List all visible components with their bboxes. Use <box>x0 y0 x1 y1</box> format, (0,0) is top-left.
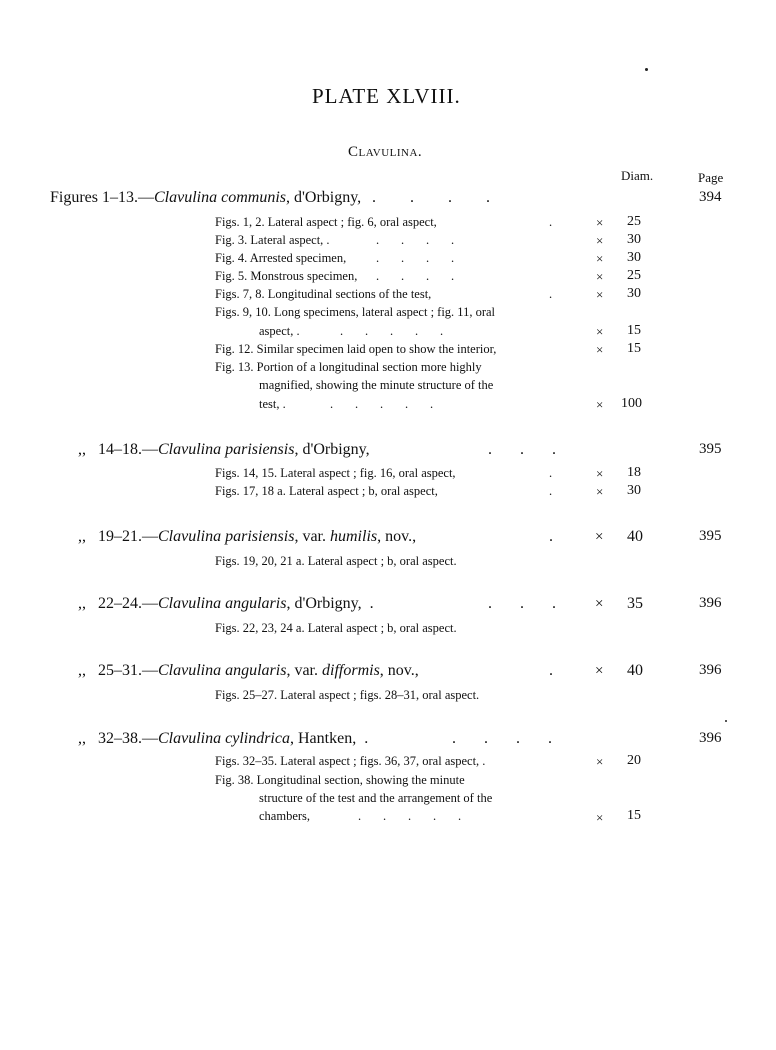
species-name: Clavulina angularis <box>158 662 287 679</box>
entry-heading <box>78 595 374 613</box>
diameter-value: 30 <box>627 286 641 301</box>
sub-item-text: Fig. 38. Longitudinal section, showing the minute <box>215 773 465 787</box>
sub-item-text: Figs. 9, 10. Long specimens, lateral aspect ; fig. 11, oral <box>215 305 496 319</box>
sub-item-text: Fig. 4. Arrested specimen, <box>215 251 347 265</box>
diameter-value: 15 <box>627 323 641 338</box>
page-number: 395 <box>699 441 722 457</box>
author: , nov., <box>379 662 419 679</box>
sub-item-text: aspect, . <box>259 324 300 338</box>
magnification-sign: × <box>595 596 604 612</box>
species-name: Clavulina angularis <box>158 595 287 612</box>
magnification-sign: × <box>596 810 604 825</box>
magnification-sign: × <box>596 233 604 248</box>
diameter-value: 30 <box>627 483 641 498</box>
leader-dots: . <box>549 287 553 301</box>
sub-item-text: chambers, <box>259 809 311 823</box>
diameter-value: 25 <box>627 214 641 229</box>
leader-dots: . . . <box>488 441 556 458</box>
sub-item-text: Fig. 13. Portion of a longitudinal section more highly <box>215 360 482 374</box>
sub-item-text: structure of the test and the arrangement of the <box>259 791 493 805</box>
author: , d'Orbigny, <box>294 441 370 458</box>
page-number: 396 <box>699 730 722 746</box>
leader-dots: . . . . <box>452 730 552 747</box>
species-name: Clavulina cylindrica <box>158 730 290 747</box>
variety-connector: , var. <box>294 528 330 545</box>
leader-dots: . . . . <box>376 269 455 283</box>
sub-item-text: Figs. 1, 2. Lateral aspect ; fig. 6, oral aspect, <box>215 215 437 229</box>
page-number: 394 <box>699 189 722 205</box>
leader-dots: . <box>549 662 553 679</box>
magnification-sign: × <box>596 342 604 357</box>
plate-title: PLATE XLVIII. <box>312 84 461 108</box>
sub-item-text: magnified, showing the minute structure of the <box>259 378 494 392</box>
diameter-value: 30 <box>627 232 641 247</box>
leader-dots: . . . . <box>376 251 455 265</box>
species-name: Clavulina parisiensis <box>158 441 295 458</box>
magnification-sign: × <box>596 324 604 339</box>
sub-item-text: test, . <box>259 397 286 411</box>
magnification-sign: × <box>596 287 604 302</box>
leader-dots: . . . . . <box>330 397 434 411</box>
print-speck <box>645 68 648 71</box>
figure-range: ,, 14–18.— <box>78 441 158 458</box>
variety-name: humilis <box>330 528 378 545</box>
page-number: 396 <box>699 595 722 611</box>
magnification-sign: × <box>596 397 604 412</box>
figure-range: ,, 32–38.— <box>78 730 158 747</box>
diameter-value: 15 <box>627 341 641 356</box>
author: , nov., <box>377 528 417 545</box>
figure-range: ,, 22–24.— <box>78 595 158 612</box>
magnification-sign: × <box>596 251 604 266</box>
leader-dots: . . . <box>488 595 556 612</box>
entry-heading <box>78 441 370 459</box>
leader-dots: . . . . . <box>358 809 462 823</box>
species-name: Clavulina communis <box>154 189 286 206</box>
diameter-value: 30 <box>627 250 641 265</box>
section-title: Clavulina. <box>348 144 423 160</box>
sub-item-text: Figs. 25–27. Lateral aspect ; figs. 28–31, oral aspect. <box>215 688 480 702</box>
page-column-header: Page <box>698 170 724 185</box>
figure-range: ,, 25–31.— <box>78 662 158 679</box>
magnification-sign: × <box>596 215 604 230</box>
magnification-sign: × <box>596 466 604 481</box>
diameter-value: 18 <box>627 465 641 480</box>
magnification-sign: × <box>595 663 604 679</box>
sub-item-text: Fig. 5. Monstrous specimen, <box>215 269 358 283</box>
author: , d'Orbigny, <box>286 189 362 206</box>
sub-item-text: Figs. 19, 20, 21 a. Lateral aspect ; b, oral aspect. <box>215 554 457 568</box>
leader-dots: . <box>549 215 553 229</box>
sub-item-text: Figs. 32–35. Lateral aspect ; figs. 36, 37, oral aspect, . <box>215 754 486 768</box>
page-number: 396 <box>699 662 722 678</box>
page-number: 395 <box>699 528 722 544</box>
figure-range: ,, 19–21.— <box>78 528 158 545</box>
diameter-value: 100 <box>621 396 642 411</box>
sub-item-text: Figs. 22, 23, 24 a. Lateral aspect ; b, oral aspect. <box>215 621 457 635</box>
sub-item-text: Fig. 12. Similar specimen laid open to show the interior, <box>215 342 497 356</box>
variety-connector: , var. <box>286 662 322 679</box>
sub-item-text: Fig. 3. Lateral aspect, . <box>215 233 330 247</box>
diameter-value: 40 <box>627 528 643 545</box>
diameter-value: 35 <box>627 595 643 612</box>
leader-dots: . <box>549 528 553 545</box>
variety-name: difformis <box>322 662 380 679</box>
species-name: Clavulina parisiensis <box>158 528 295 545</box>
leader-dots: . . . . . <box>340 324 444 338</box>
diameter-value: 40 <box>627 662 643 679</box>
entry-heading <box>78 730 368 748</box>
figure-range: Figures 1–13.— <box>50 189 154 206</box>
entry-heading <box>78 662 419 680</box>
leader-dots: . <box>549 484 553 498</box>
leader-dots: . <box>549 466 553 480</box>
diam-column-header: Diam. <box>621 168 654 183</box>
diameter-value: 20 <box>627 753 641 768</box>
entry-heading <box>50 189 361 207</box>
sub-item-text: Figs. 7, 8. Longitudinal sections of the test, <box>215 287 432 301</box>
leader-dots: . . . . <box>376 233 455 247</box>
leader-dots: . . . . <box>372 189 490 206</box>
print-speck <box>725 720 727 722</box>
magnification-sign: × <box>596 754 604 769</box>
entry-heading <box>78 528 416 546</box>
magnification-sign: × <box>595 529 604 545</box>
author: , Hantken, . <box>289 730 369 747</box>
diameter-value: 15 <box>627 808 641 823</box>
magnification-sign: × <box>596 269 604 284</box>
author: , d'Orbigny, . <box>286 595 374 612</box>
sub-item-text: Figs. 17, 18 a. Lateral aspect ; b, oral aspect, <box>215 484 438 498</box>
diameter-value: 25 <box>627 268 641 283</box>
magnification-sign: × <box>596 484 604 499</box>
sub-item-text: Figs. 14, 15. Lateral aspect ; fig. 16, oral aspect, <box>215 466 456 480</box>
